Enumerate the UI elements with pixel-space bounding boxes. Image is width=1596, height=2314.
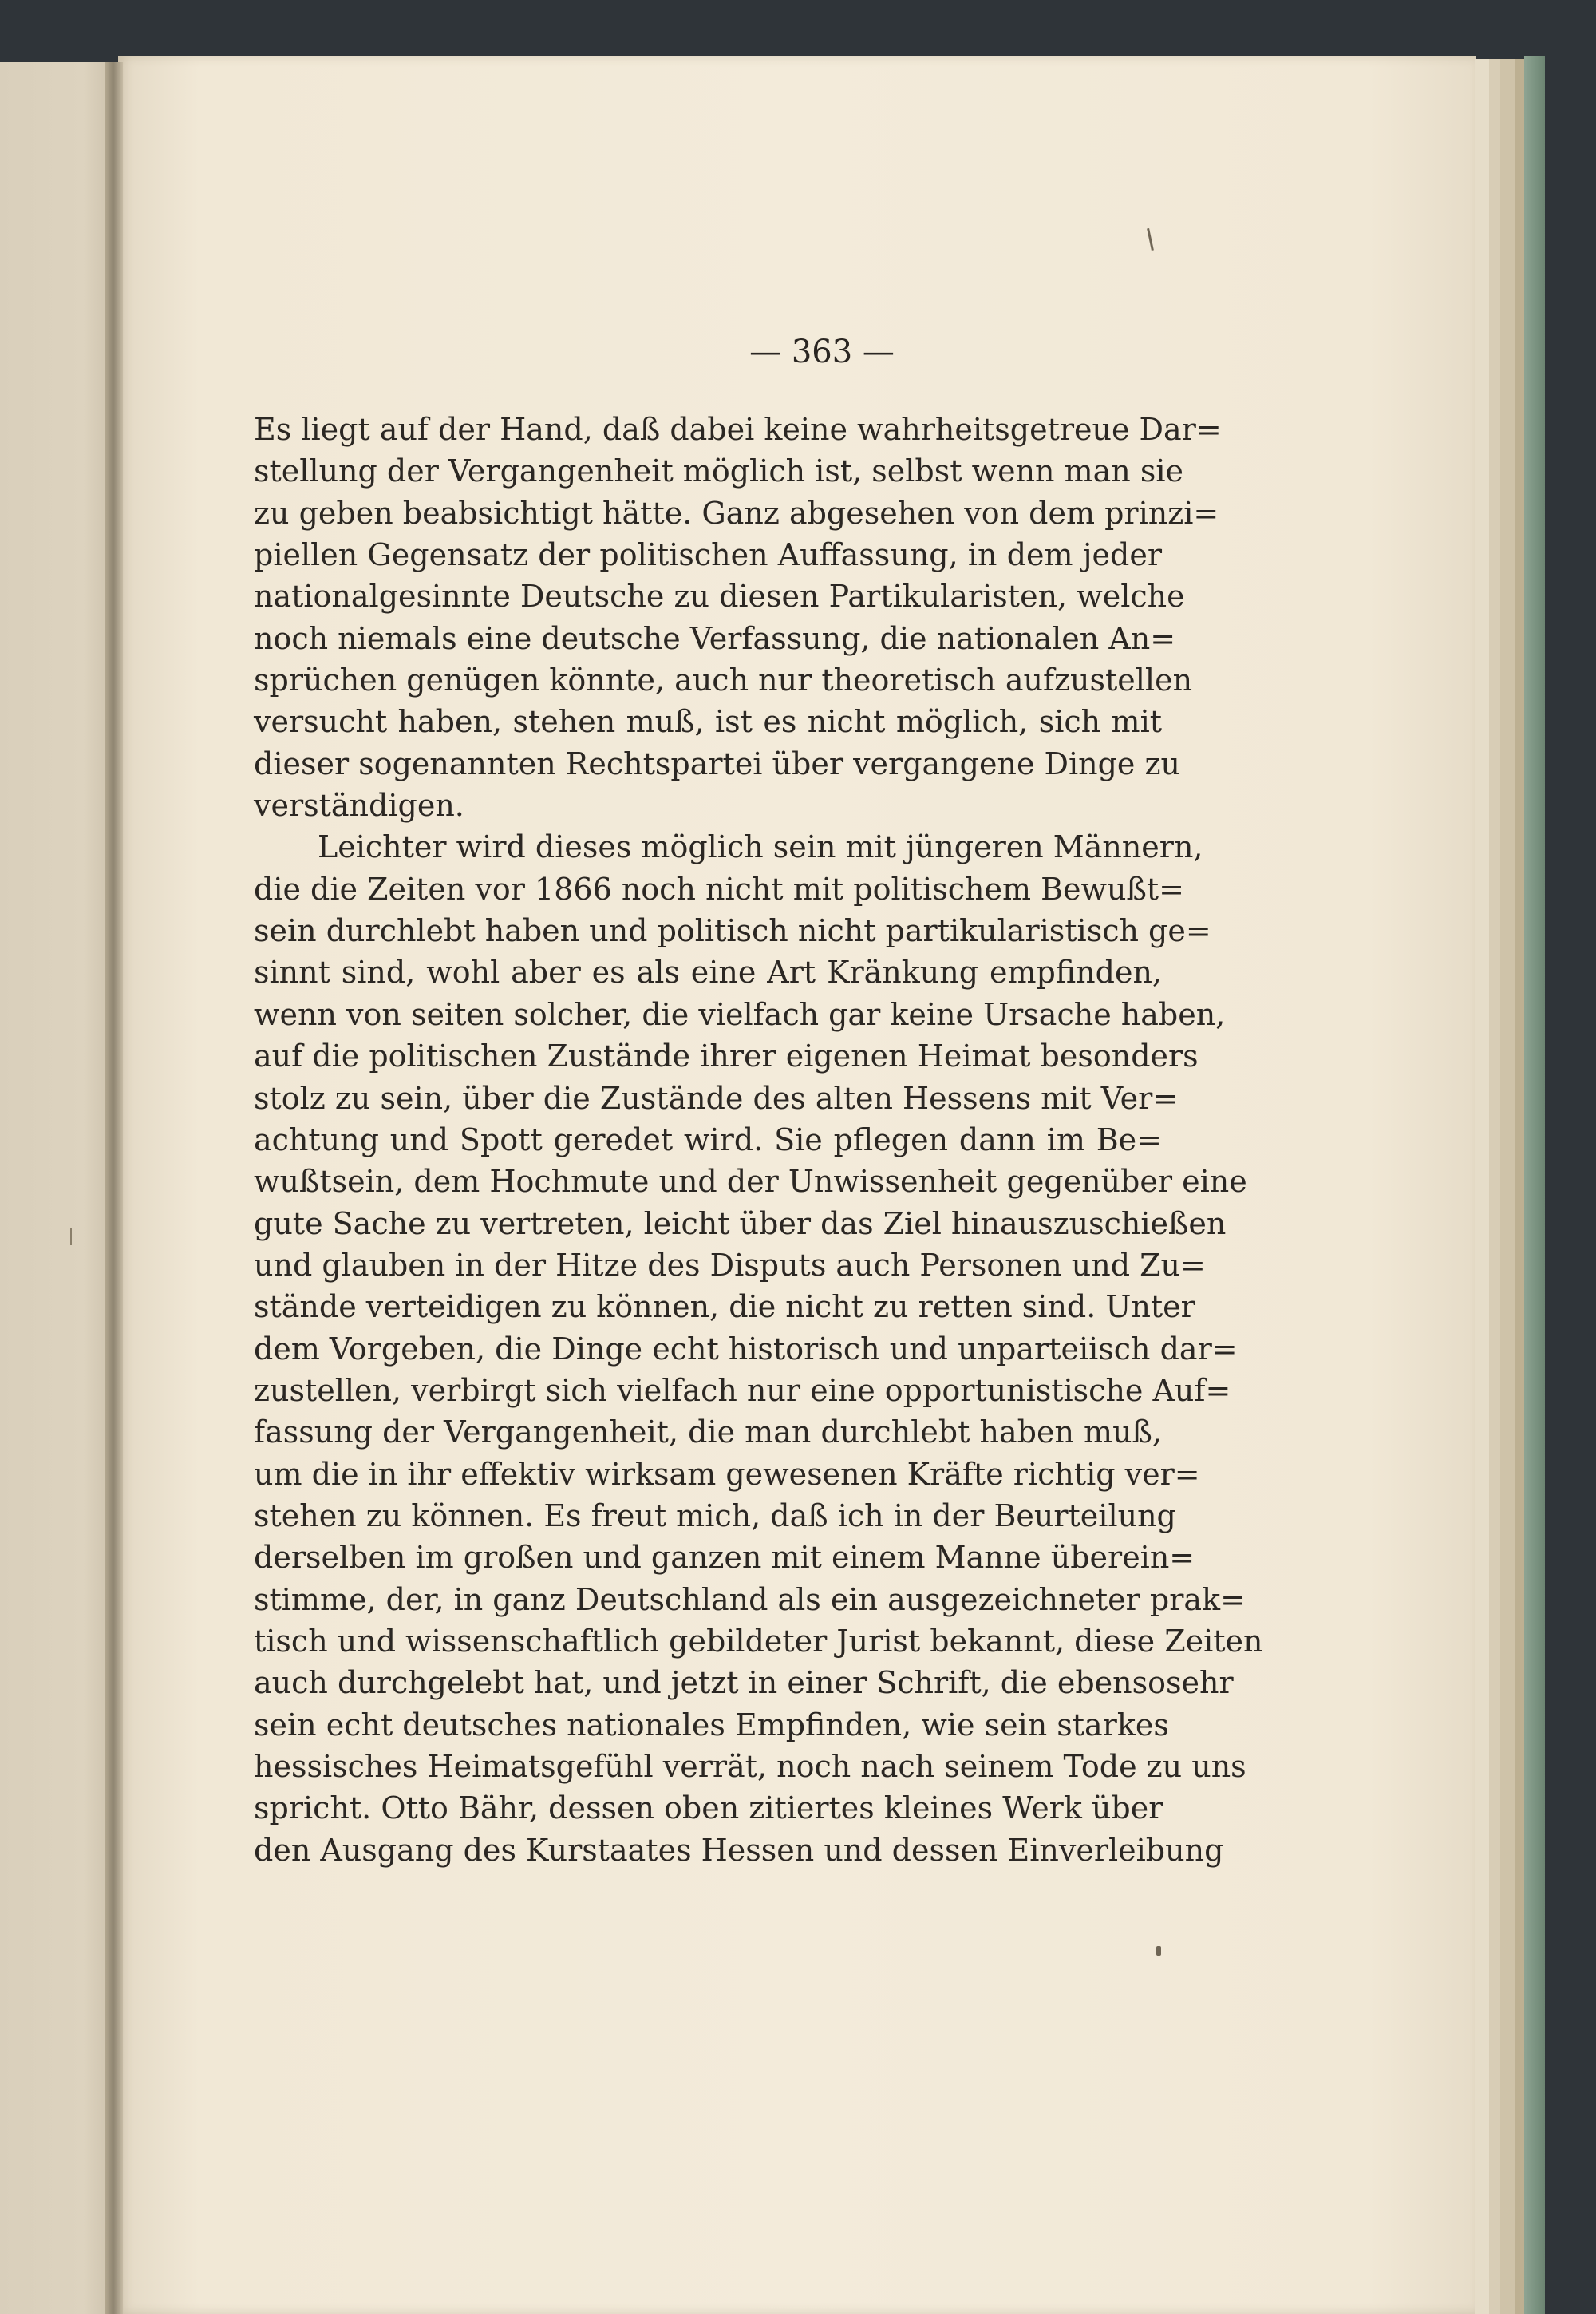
text-line: zu geben beabsichtigt hätte. Ganz abgesehen von dem prinzi= xyxy=(254,495,1219,531)
text-line: den Ausgang des Kurstaates Hessen und dessen Einverleibung xyxy=(254,1832,1224,1868)
text-line: tisch und wissenschaftlich gebildeter Jurist bekannt, diese Zeiten xyxy=(254,1623,1263,1659)
text-line: fassung der Vergangenheit, die man durchlebt haben muß, xyxy=(254,1414,1162,1450)
text-line: wenn von seiten solcher, die vielfach gar keine Ursache haben, xyxy=(254,996,1226,1032)
page-edge xyxy=(1475,59,1489,2314)
green-cover-edge xyxy=(1524,56,1545,2314)
text-line: die die Zeiten vor 1866 noch nicht mit politischem Bewußt= xyxy=(254,871,1184,907)
text-line: zustellen, verbirgt sich vielfach nur eine opportunistische Auf= xyxy=(254,1372,1231,1408)
ink-speck xyxy=(1156,1946,1161,1956)
text-line: auf die politischen Zustände ihrer eigenen Heimat besonders xyxy=(254,1038,1199,1074)
text-line: Leichter wird dieses möglich sein mit jüngeren Männern, xyxy=(318,829,1203,865)
text-line: Es liegt auf der Hand, daß dabei keine wahrheitsgetreue Dar= xyxy=(254,412,1222,447)
text-line: wußtsein, dem Hochmute und der Unwissenheit gegenüber eine xyxy=(254,1164,1247,1200)
text-line: sprüchen genügen könnte, auch nur theoretisch aufzustellen xyxy=(254,663,1193,698)
text-line: dem Vorgeben, die Dinge echt historisch und unparteiisch dar= xyxy=(254,1331,1238,1367)
text-line: stehen zu können. Es freut mich, daß ich in der Beurteilung xyxy=(254,1497,1176,1533)
page-number: — 363 — xyxy=(749,334,895,370)
page-edge xyxy=(1500,59,1515,2314)
text-line: derselben im großen und ganzen mit einem Manne überein= xyxy=(254,1540,1195,1576)
text-line: sein durchlebt haben und politisch nicht partikularistisch ge= xyxy=(254,913,1211,949)
left-page xyxy=(0,62,120,2314)
paragraph xyxy=(254,826,1263,1871)
text-line: verständigen. xyxy=(254,788,464,824)
text-line: piellen Gegensatz der politischen Auffassung, in dem jeder xyxy=(254,537,1162,573)
text-line: und glauben in der Hitze des Disputs auch Personen und Zu= xyxy=(254,1247,1206,1283)
text-line: achtung und Spott geredet wird. Sie pflegen dann im Be= xyxy=(254,1121,1162,1157)
page-edge xyxy=(1515,59,1524,2314)
text-line: versucht haben, stehen muß, ist es nicht möglich, sich mit xyxy=(254,704,1162,740)
text-line: spricht. Otto Bähr, dessen oben zitiertes kleines Werk über xyxy=(254,1790,1163,1826)
text-line: gute Sache zu vertreten, leicht über das Ziel hinauszuschießen xyxy=(254,1205,1227,1241)
text-line: um die in ihr effektiv wirksam gewesenen Kräfte richtig ver= xyxy=(254,1456,1200,1492)
text-line: auch durchgelebt hat, und jetzt in einer Schrift, die ebensosehr xyxy=(254,1665,1234,1701)
text-line: stimme, der, in ganz Deutschland als ein ausgezeichneter prak= xyxy=(254,1581,1246,1617)
text-line: stolz zu sein, über die Zustände des alten Hessens mit Ver= xyxy=(254,1080,1179,1116)
text-line: sinnt sind, wohl aber es als eine Art Kränkung empfinden, xyxy=(254,955,1162,991)
text-line: noch niemals eine deutsche Verfassung, die nationalen An= xyxy=(254,620,1176,656)
page-edge xyxy=(1489,59,1500,2314)
text-line: stellung der Vergangenheit möglich ist, selbst wenn man sie xyxy=(254,453,1183,489)
book-gutter xyxy=(105,62,123,2314)
text-line: dieser sogenannten Rechtspartei über vergangene Dinge zu xyxy=(254,746,1180,781)
text-line: nationalgesinnte Deutsche zu diesen Partikularisten, welche xyxy=(254,579,1185,615)
paragraph xyxy=(254,409,1222,826)
text-line: hessisches Heimatsgefühl verrät, noch nach seinem Tode zu uns xyxy=(254,1749,1246,1784)
body-text xyxy=(254,409,1263,1871)
text-line: sein echt deutsches nationales Empfinden, wie sein starkes xyxy=(254,1707,1169,1742)
pencil-mark xyxy=(70,1228,72,1245)
text-line: stände verteidigen zu können, die nicht zu retten sind. Unter xyxy=(254,1289,1195,1325)
